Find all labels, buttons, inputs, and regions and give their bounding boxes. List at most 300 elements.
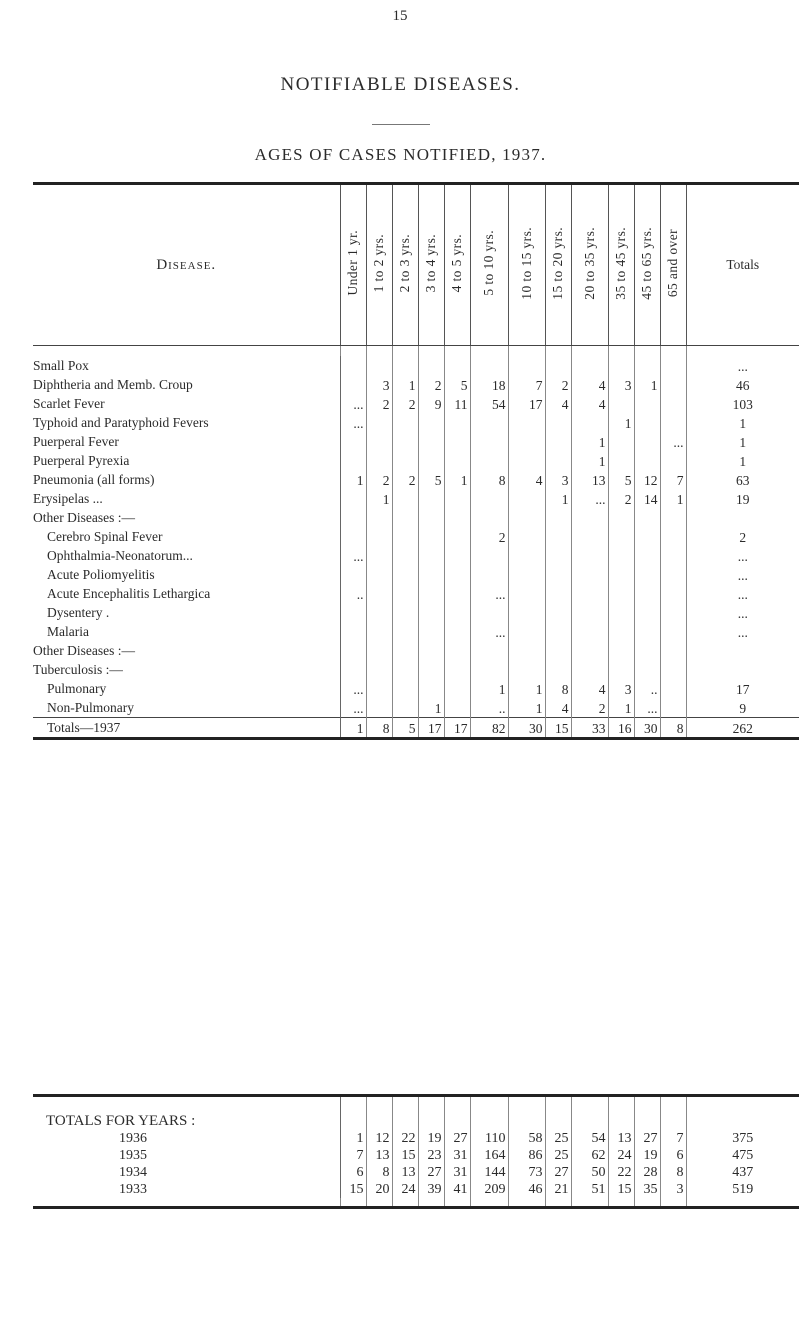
age-count-cell: 86 <box>508 1147 545 1164</box>
age-count-cell <box>392 603 418 622</box>
age-count-cell <box>634 527 660 546</box>
disease-row <box>33 470 799 489</box>
year-label: 1933 <box>33 1181 340 1198</box>
age-count-cell <box>660 641 686 660</box>
age-count-cell: 21 <box>545 1181 571 1198</box>
age-count-cell <box>508 451 545 470</box>
disease-label: Puerperal Pyrexia <box>33 451 340 470</box>
age-count-cell: ... <box>340 546 366 565</box>
age-count-cell <box>608 565 634 584</box>
disease-row <box>33 622 799 641</box>
age-count-cell: 24 <box>392 1181 418 1198</box>
year-label: 1934 <box>33 1164 340 1181</box>
disease-label: Tuberculosis :— <box>33 660 340 679</box>
age-count-cell <box>508 565 545 584</box>
age-count-cell <box>634 356 660 375</box>
age-count-cell <box>545 508 571 527</box>
age-count-cell: 18 <box>470 375 508 394</box>
disease-row <box>33 508 799 527</box>
age-count-cell <box>418 489 444 508</box>
age-column-header: 10 to 15 yrs. <box>508 184 545 346</box>
age-column-header: 1 to 2 yrs. <box>366 184 392 346</box>
row-total-cell: 437 <box>732 1165 754 1180</box>
age-count-cell: 1 <box>508 698 545 718</box>
age-count-cell <box>340 451 366 470</box>
age-count-cell <box>340 375 366 394</box>
age-column-header: 3 to 4 yrs. <box>418 184 444 346</box>
age-count-cell: 31 <box>444 1164 470 1181</box>
age-count-cell <box>545 584 571 603</box>
age-count-cell: 51 <box>571 1181 608 1198</box>
age-count-cell <box>508 508 545 527</box>
age-count-cell: ... <box>634 698 660 718</box>
disease-row <box>33 413 799 432</box>
age-count-cell: 8 <box>545 679 571 698</box>
age-count-cell <box>418 565 444 584</box>
disease-label: Acute Poliomyelitis <box>33 565 340 584</box>
age-count-cell <box>571 508 608 527</box>
age-count-cell <box>366 622 392 641</box>
disease-row <box>33 603 799 622</box>
age-count-cell: 35 <box>634 1181 660 1198</box>
age-count-cell <box>418 641 444 660</box>
disease-row <box>33 679 799 698</box>
year-total-row <box>33 1164 799 1181</box>
disease-label: Pneumonia (all forms) <box>33 470 340 489</box>
age-count-cell <box>571 641 608 660</box>
age-count-cell <box>608 508 634 527</box>
disease-row <box>33 489 799 508</box>
row-total-cell: ... <box>737 568 748 583</box>
age-count-cell: 27 <box>545 1164 571 1181</box>
disease-row <box>33 356 799 375</box>
page-title: NOTIFIABLE DISEASES. <box>280 74 521 95</box>
age-count-cell <box>366 698 392 718</box>
age-count-cell <box>444 546 470 565</box>
age-count-cell <box>444 698 470 718</box>
disease-label: Pulmonary <box>33 679 340 698</box>
age-count-cell: 4 <box>545 698 571 718</box>
years-bottom-padding <box>33 1198 799 1208</box>
age-count-cell: 15 <box>392 1147 418 1164</box>
age-count-cell: 5 <box>418 470 444 489</box>
disease-label: Typhoid and Paratyphoid Fevers <box>33 413 340 432</box>
spacer-row <box>33 346 799 357</box>
disease-row <box>33 527 799 546</box>
age-count-cell: 33 <box>571 718 608 739</box>
age-count-cell: 30 <box>508 718 545 739</box>
disease-row <box>33 660 799 679</box>
age-count-cell: 16 <box>608 718 634 739</box>
age-count-cell <box>366 679 392 698</box>
age-count-cell <box>392 451 418 470</box>
age-count-cell <box>470 489 508 508</box>
age-count-cell: 110 <box>470 1130 508 1147</box>
age-count-cell: 8 <box>660 1164 686 1181</box>
age-count-cell: 82 <box>470 718 508 739</box>
year-total-row <box>33 1147 799 1164</box>
age-count-cell <box>660 622 686 641</box>
age-count-cell: ... <box>340 679 366 698</box>
age-count-cell <box>571 527 608 546</box>
row-total-cell: 17 <box>736 682 750 697</box>
totals-for-years-heading: TOTALS FOR YEARS : <box>33 1096 340 1131</box>
age-count-cell <box>418 546 444 565</box>
age-count-cell: 11 <box>444 394 470 413</box>
age-count-cell: 1 <box>571 432 608 451</box>
age-count-cell: 14 <box>634 489 660 508</box>
age-count-cell <box>340 527 366 546</box>
age-count-cell <box>444 622 470 641</box>
age-count-cell: 7 <box>340 1147 366 1164</box>
age-count-cell: ... <box>340 698 366 718</box>
totals-for-years-table <box>33 1094 799 1209</box>
age-count-cell <box>660 356 686 375</box>
age-count-cell <box>366 413 392 432</box>
age-count-cell <box>634 641 660 660</box>
age-count-cell <box>444 356 470 375</box>
row-total-cell: 19 <box>736 492 750 507</box>
age-count-cell: 6 <box>340 1164 366 1181</box>
age-count-cell: 3 <box>660 1181 686 1198</box>
age-count-cell <box>392 527 418 546</box>
age-count-cell <box>444 451 470 470</box>
age-count-cell <box>634 584 660 603</box>
age-count-cell <box>392 413 418 432</box>
age-count-cell <box>444 432 470 451</box>
age-count-cell: 9 <box>418 394 444 413</box>
age-count-cell <box>634 508 660 527</box>
age-count-cell: 2 <box>392 394 418 413</box>
age-count-cell <box>660 375 686 394</box>
age-count-cell <box>660 413 686 432</box>
disease-label: Ophthalmia-Neonatorum... <box>33 546 340 565</box>
age-count-cell: 13 <box>366 1147 392 1164</box>
age-count-cell <box>608 603 634 622</box>
age-column-header: 15 to 20 yrs. <box>545 184 571 346</box>
age-count-cell <box>508 527 545 546</box>
age-count-cell <box>571 413 608 432</box>
age-count-cell <box>418 679 444 698</box>
disease-row <box>33 432 799 451</box>
age-count-cell <box>508 413 545 432</box>
age-count-cell <box>340 356 366 375</box>
age-count-cell: ... <box>470 622 508 641</box>
age-count-cell: 1 <box>608 413 634 432</box>
age-count-cell <box>470 356 508 375</box>
age-count-cell: 7 <box>508 375 545 394</box>
disease-label: Scarlet Fever <box>33 394 340 413</box>
age-count-cell <box>660 584 686 603</box>
age-count-cell <box>660 527 686 546</box>
age-count-cell <box>418 622 444 641</box>
age-count-cell: 1 <box>470 679 508 698</box>
age-count-cell <box>418 432 444 451</box>
age-count-cell <box>608 641 634 660</box>
age-count-cell: 23 <box>418 1147 444 1164</box>
age-count-cell: 5 <box>608 470 634 489</box>
age-count-cell <box>366 660 392 679</box>
row-total-cell: 63 <box>736 473 750 488</box>
row-total-cell: 262 <box>686 718 799 739</box>
age-count-cell <box>340 603 366 622</box>
age-column-header: 20 to 35 yrs. <box>571 184 608 346</box>
disease-label: Non-Pulmonary <box>33 698 340 718</box>
age-count-cell <box>418 527 444 546</box>
age-count-cell <box>444 584 470 603</box>
row-total-cell: 1 <box>739 416 747 431</box>
age-count-cell: 2 <box>366 394 392 413</box>
age-count-cell <box>608 356 634 375</box>
age-count-cell <box>470 413 508 432</box>
row-total-cell: 2 <box>739 530 747 545</box>
disease-label: Puerperal Fever <box>33 432 340 451</box>
age-count-cell <box>608 622 634 641</box>
row-total-cell: 1 <box>739 435 747 450</box>
disease-row <box>33 698 799 718</box>
age-count-cell: 1 <box>340 718 366 739</box>
age-count-cell: 4 <box>571 679 608 698</box>
age-count-cell <box>444 660 470 679</box>
age-count-cell: 54 <box>470 394 508 413</box>
age-count-cell: ... <box>340 413 366 432</box>
age-count-cell: 31 <box>444 1147 470 1164</box>
age-count-cell: 1 <box>418 698 444 718</box>
age-count-cell <box>444 603 470 622</box>
age-count-cell <box>634 546 660 565</box>
age-count-cell: 1 <box>392 375 418 394</box>
age-count-cell: 13 <box>392 1164 418 1181</box>
year-total-row <box>33 1130 799 1147</box>
age-count-cell: 1 <box>508 679 545 698</box>
age-count-cell <box>608 527 634 546</box>
age-count-cell <box>571 565 608 584</box>
title-divider <box>372 124 430 125</box>
age-count-cell <box>340 432 366 451</box>
disease-row <box>33 451 799 470</box>
age-count-cell: 4 <box>508 470 545 489</box>
disease-column-header: Disease. <box>33 184 340 346</box>
age-count-cell <box>545 622 571 641</box>
age-count-cell <box>340 641 366 660</box>
age-count-cell <box>508 603 545 622</box>
age-count-cell <box>366 356 392 375</box>
age-count-cell <box>366 527 392 546</box>
age-count-cell <box>508 356 545 375</box>
age-count-cell: 24 <box>608 1147 634 1164</box>
age-count-cell <box>634 565 660 584</box>
age-count-cell: 3 <box>366 375 392 394</box>
age-count-cell <box>418 356 444 375</box>
age-count-cell <box>508 622 545 641</box>
age-count-cell <box>418 603 444 622</box>
totals-column-header: Totals <box>686 184 799 346</box>
age-count-cell: 17 <box>444 718 470 739</box>
age-count-cell <box>470 508 508 527</box>
age-count-cell <box>366 451 392 470</box>
row-total-cell: 9 <box>739 701 747 716</box>
age-count-cell <box>392 546 418 565</box>
disease-row <box>33 375 799 394</box>
age-count-cell <box>545 565 571 584</box>
row-total-cell: 519 <box>732 1182 754 1197</box>
row-total-cell: ... <box>737 549 748 564</box>
age-count-cell: 4 <box>545 394 571 413</box>
age-count-cell <box>470 565 508 584</box>
age-count-cell: 4 <box>571 375 608 394</box>
age-count-cell <box>444 527 470 546</box>
age-count-cell: 3 <box>608 375 634 394</box>
disease-row <box>33 394 799 413</box>
age-count-cell <box>545 413 571 432</box>
year-label: 1935 <box>33 1147 340 1164</box>
age-count-cell: 3 <box>608 679 634 698</box>
age-count-cell <box>366 641 392 660</box>
age-count-cell: 1 <box>608 698 634 718</box>
row-total-cell: ... <box>737 359 748 374</box>
age-count-cell <box>508 584 545 603</box>
age-count-cell <box>340 489 366 508</box>
age-count-cell: 15 <box>545 718 571 739</box>
age-count-cell <box>545 660 571 679</box>
ages-of-cases-table <box>33 182 799 740</box>
disease-row <box>33 641 799 660</box>
disease-label: Diphtheria and Memb. Croup <box>33 375 340 394</box>
age-count-cell <box>634 622 660 641</box>
age-count-cell: 2 <box>470 527 508 546</box>
age-count-cell <box>418 508 444 527</box>
row-total-cell: ... <box>737 606 748 621</box>
age-count-cell: 13 <box>571 470 608 489</box>
age-count-cell <box>508 432 545 451</box>
age-count-cell <box>392 660 418 679</box>
age-count-cell <box>470 451 508 470</box>
age-count-cell: ... <box>340 394 366 413</box>
age-count-cell <box>392 641 418 660</box>
age-count-cell: 3 <box>545 470 571 489</box>
age-count-cell <box>470 546 508 565</box>
age-count-cell <box>634 394 660 413</box>
disease-rows <box>33 346 799 739</box>
age-count-cell <box>608 451 634 470</box>
age-count-cell <box>418 584 444 603</box>
age-count-cell <box>634 603 660 622</box>
age-count-cell <box>470 432 508 451</box>
age-count-cell: 15 <box>340 1181 366 1198</box>
age-count-cell <box>608 660 634 679</box>
disease-label: Other Diseases :— <box>33 641 340 660</box>
age-count-cell: 2 <box>418 375 444 394</box>
age-count-cell <box>444 413 470 432</box>
age-count-cell: 5 <box>444 375 470 394</box>
table-bottom-rule <box>33 739 799 741</box>
age-column-header: 45 to 65 yrs. <box>634 184 660 346</box>
disease-label: Acute Encephalitis Lethargica <box>33 584 340 603</box>
age-count-cell: 12 <box>366 1130 392 1147</box>
age-count-cell <box>571 603 608 622</box>
age-count-cell <box>470 641 508 660</box>
row-total-cell <box>686 660 799 679</box>
age-count-cell: .. <box>470 698 508 718</box>
age-count-cell <box>392 584 418 603</box>
age-count-cell <box>660 660 686 679</box>
age-count-cell <box>470 603 508 622</box>
age-count-cell: 27 <box>444 1130 470 1147</box>
age-count-cell <box>508 489 545 508</box>
age-count-cell <box>366 508 392 527</box>
row-total-cell: 46 <box>736 378 750 393</box>
age-count-cell <box>660 508 686 527</box>
age-count-cell: 2 <box>366 470 392 489</box>
age-count-cell: 17 <box>418 718 444 739</box>
disease-row <box>33 565 799 584</box>
age-count-cell: 5 <box>392 718 418 739</box>
page-number: 15 <box>392 8 408 24</box>
disease-label: Cerebro Spinal Fever <box>33 527 340 546</box>
age-count-cell: 62 <box>571 1147 608 1164</box>
age-count-cell: 20 <box>366 1181 392 1198</box>
age-count-cell <box>608 394 634 413</box>
age-column-header: 65 and over <box>660 184 686 346</box>
age-count-cell <box>444 565 470 584</box>
age-count-cell: 144 <box>470 1164 508 1181</box>
age-count-cell: 58 <box>508 1130 545 1147</box>
age-count-cell <box>418 413 444 432</box>
age-count-cell <box>545 603 571 622</box>
age-count-cell <box>508 546 545 565</box>
age-count-cell: 1 <box>660 489 686 508</box>
age-count-cell <box>634 432 660 451</box>
age-count-cell: 2 <box>545 375 571 394</box>
age-count-cell: 22 <box>392 1130 418 1147</box>
disease-label: Other Diseases :— <box>33 508 340 527</box>
age-count-cell <box>418 660 444 679</box>
age-count-cell: ... <box>571 489 608 508</box>
age-count-cell <box>508 660 545 679</box>
age-count-cell <box>340 660 366 679</box>
age-column-header: 35 to 45 yrs. <box>608 184 634 346</box>
age-count-cell: 8 <box>470 470 508 489</box>
age-count-cell <box>392 622 418 641</box>
page-subtitle: AGES OF CASES NOTIFIED, 1937. <box>254 145 547 164</box>
age-count-cell: 28 <box>634 1164 660 1181</box>
age-count-cell: 1 <box>340 470 366 489</box>
age-count-cell <box>470 660 508 679</box>
age-count-cell: 1 <box>366 489 392 508</box>
age-count-cell: 22 <box>608 1164 634 1181</box>
age-count-cell: 4 <box>571 394 608 413</box>
disease-label: Erysipelas ... <box>33 489 340 508</box>
age-column-header: Under 1 yr. <box>340 184 366 346</box>
age-count-cell <box>634 413 660 432</box>
age-count-cell <box>340 565 366 584</box>
age-count-cell: 1 <box>545 489 571 508</box>
age-count-cell: 6 <box>660 1147 686 1164</box>
age-count-cell <box>660 565 686 584</box>
age-count-cell <box>508 641 545 660</box>
row-total-cell: 375 <box>732 1131 754 1146</box>
age-count-cell <box>571 660 608 679</box>
age-count-cell <box>392 356 418 375</box>
age-count-cell: 1 <box>444 470 470 489</box>
age-count-cell <box>660 451 686 470</box>
row-total-cell: ... <box>737 625 748 640</box>
age-count-cell <box>392 508 418 527</box>
age-count-cell <box>444 679 470 698</box>
age-count-cell <box>366 565 392 584</box>
age-count-cell <box>366 603 392 622</box>
row-total-cell: 103 <box>732 397 753 412</box>
